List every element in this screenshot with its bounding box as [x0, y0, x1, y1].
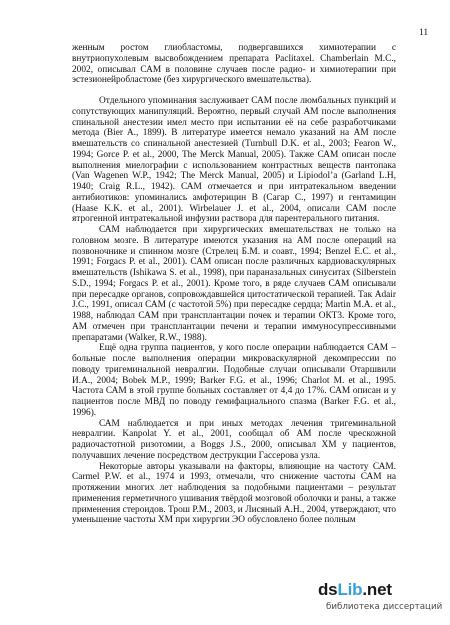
paragraph: женным ростом глиобластомы, подвергавшихся химиотерапии с внутриопухолевым высвобождением препарата Paclitaxel. Chamberlain M.C., 2002, описывал САМ в половине случаев после радио- и химиотерапии при эстезионейробластоме (без хирургического вмешательства). — [72, 43, 396, 86]
paragraph: САМ наблюдается при хирургических вмешательствах не только на головном мозге. В литературе имеются указания на АМ после операций на позвоночнике и спинном мозге (Стрелец Б.М. и соавт., 1994; Benzel E.C. et al., 1991; Forgacs P. et al., 2001). САМ описан после различных кардиоваскулярных вмешательств (Ishikawa S. et al., 1998), при параназальных синуситах (Silberstein S.D., 1994; Forgacs P. et al., 2001). Кроме того, в ряде случаев САМ описывали при пересадке органов, сопровождавшейся цитостатической терапией. Так Adair J.C., 1991, описал САМ (с частотой 5%) при пересадке сердца; Martin M.A. et al., 1988, наблюдал САМ при трансплантации почек и терапии ОКТ3. Кроме того, АМ отмечен при трансплантации печени и терапии иммуносупрессивными препаратами (Walker, R.W., 1988). — [72, 225, 396, 343]
paragraph: Ещё одна группа пациентов, у кого после операции наблюдается САМ – больные после выполнения операции микроваскулярной декомпрессии по поводу тригеминальной невралгии. Подобные случаи описывали Отаршвили И.А., 2004; Bobek M.P., 1999; Barker F.G. et al., 1996; Charlot M. et al., 1995. Частота САМ в этой группе больных составляет от 4,4 до 17%. САМ описан и у пациентов после МВД по поводу гемифациального спазма (Barker F.G. et al., 1996). — [72, 343, 396, 418]
dslib-logo: dsLib.net — [318, 580, 392, 599]
page-number: 11 — [419, 28, 429, 38]
paragraph: Отдельного упоминания заслуживает САМ после люмбальных пункций и сопутствующих манипуляций. Вероятно, первый случай АМ после выполнения спинальной анестезии имел место при испытании её на себе разработчиками метода (Bier A., 1899). В литературе имеется немало указаний на АМ после вмешательств со спинальной анестезией (Turnbull D.K. et al., 2003; Fearon W., 1994; Gorce P. et al., 2000, The Merck Manual, 2005). Также САМ описан после выполнения миелографии с использованием контрастных веществ пантопака (Van Wagenen W.P., 1942; The Merck Manual, 2005) и Lipiodol’a (Garland L.H, 1940; Craig R.L., 1942). САМ отмечается и при интратекальном введении антибиотиков: упоминались амфотерицин В (Сагар С., 1997) и гентамицин (Haase K.K. et al., 2001). Wirbelauer J. et al., 2004, описали САМ после ятрогенной интратекальной инфузии раствора для парентерального питания. — [72, 96, 396, 225]
paragraph: САМ наблюдается и при иных методах лечения тригеминальной невралгии. Kanpolat Y. et al., 2001, сообщал об АМ после чрескожной радиочастотной ризотомии, а Boggs J.S., 2000, описывал ХМ у пациентов, получавших лечение посредством деструкции Гассерова узла. — [72, 418, 396, 461]
watermark-logo — [318, 580, 446, 620]
body-text — [72, 43, 396, 526]
paragraph: Некоторые авторы указывали на факторы, влияющие на частоту САМ. Carmel P.W. et al., 1974 и 1993, отмечали, что снижение частоты САМ на протяжении многих лет наблюдения за подобными пациентами – результат применения герметичного ушивания твёрдой мозговой оболочки и раны, а также применения стероидов. Трош Р.М., 2003, и Лисяный А.Н., 2004, утверждают, что уменьшение частоты ХМ при хирургии ЭО обусловлено более полным — [72, 461, 396, 526]
watermark-tagline: библиотека диссертаций — [326, 602, 443, 612]
